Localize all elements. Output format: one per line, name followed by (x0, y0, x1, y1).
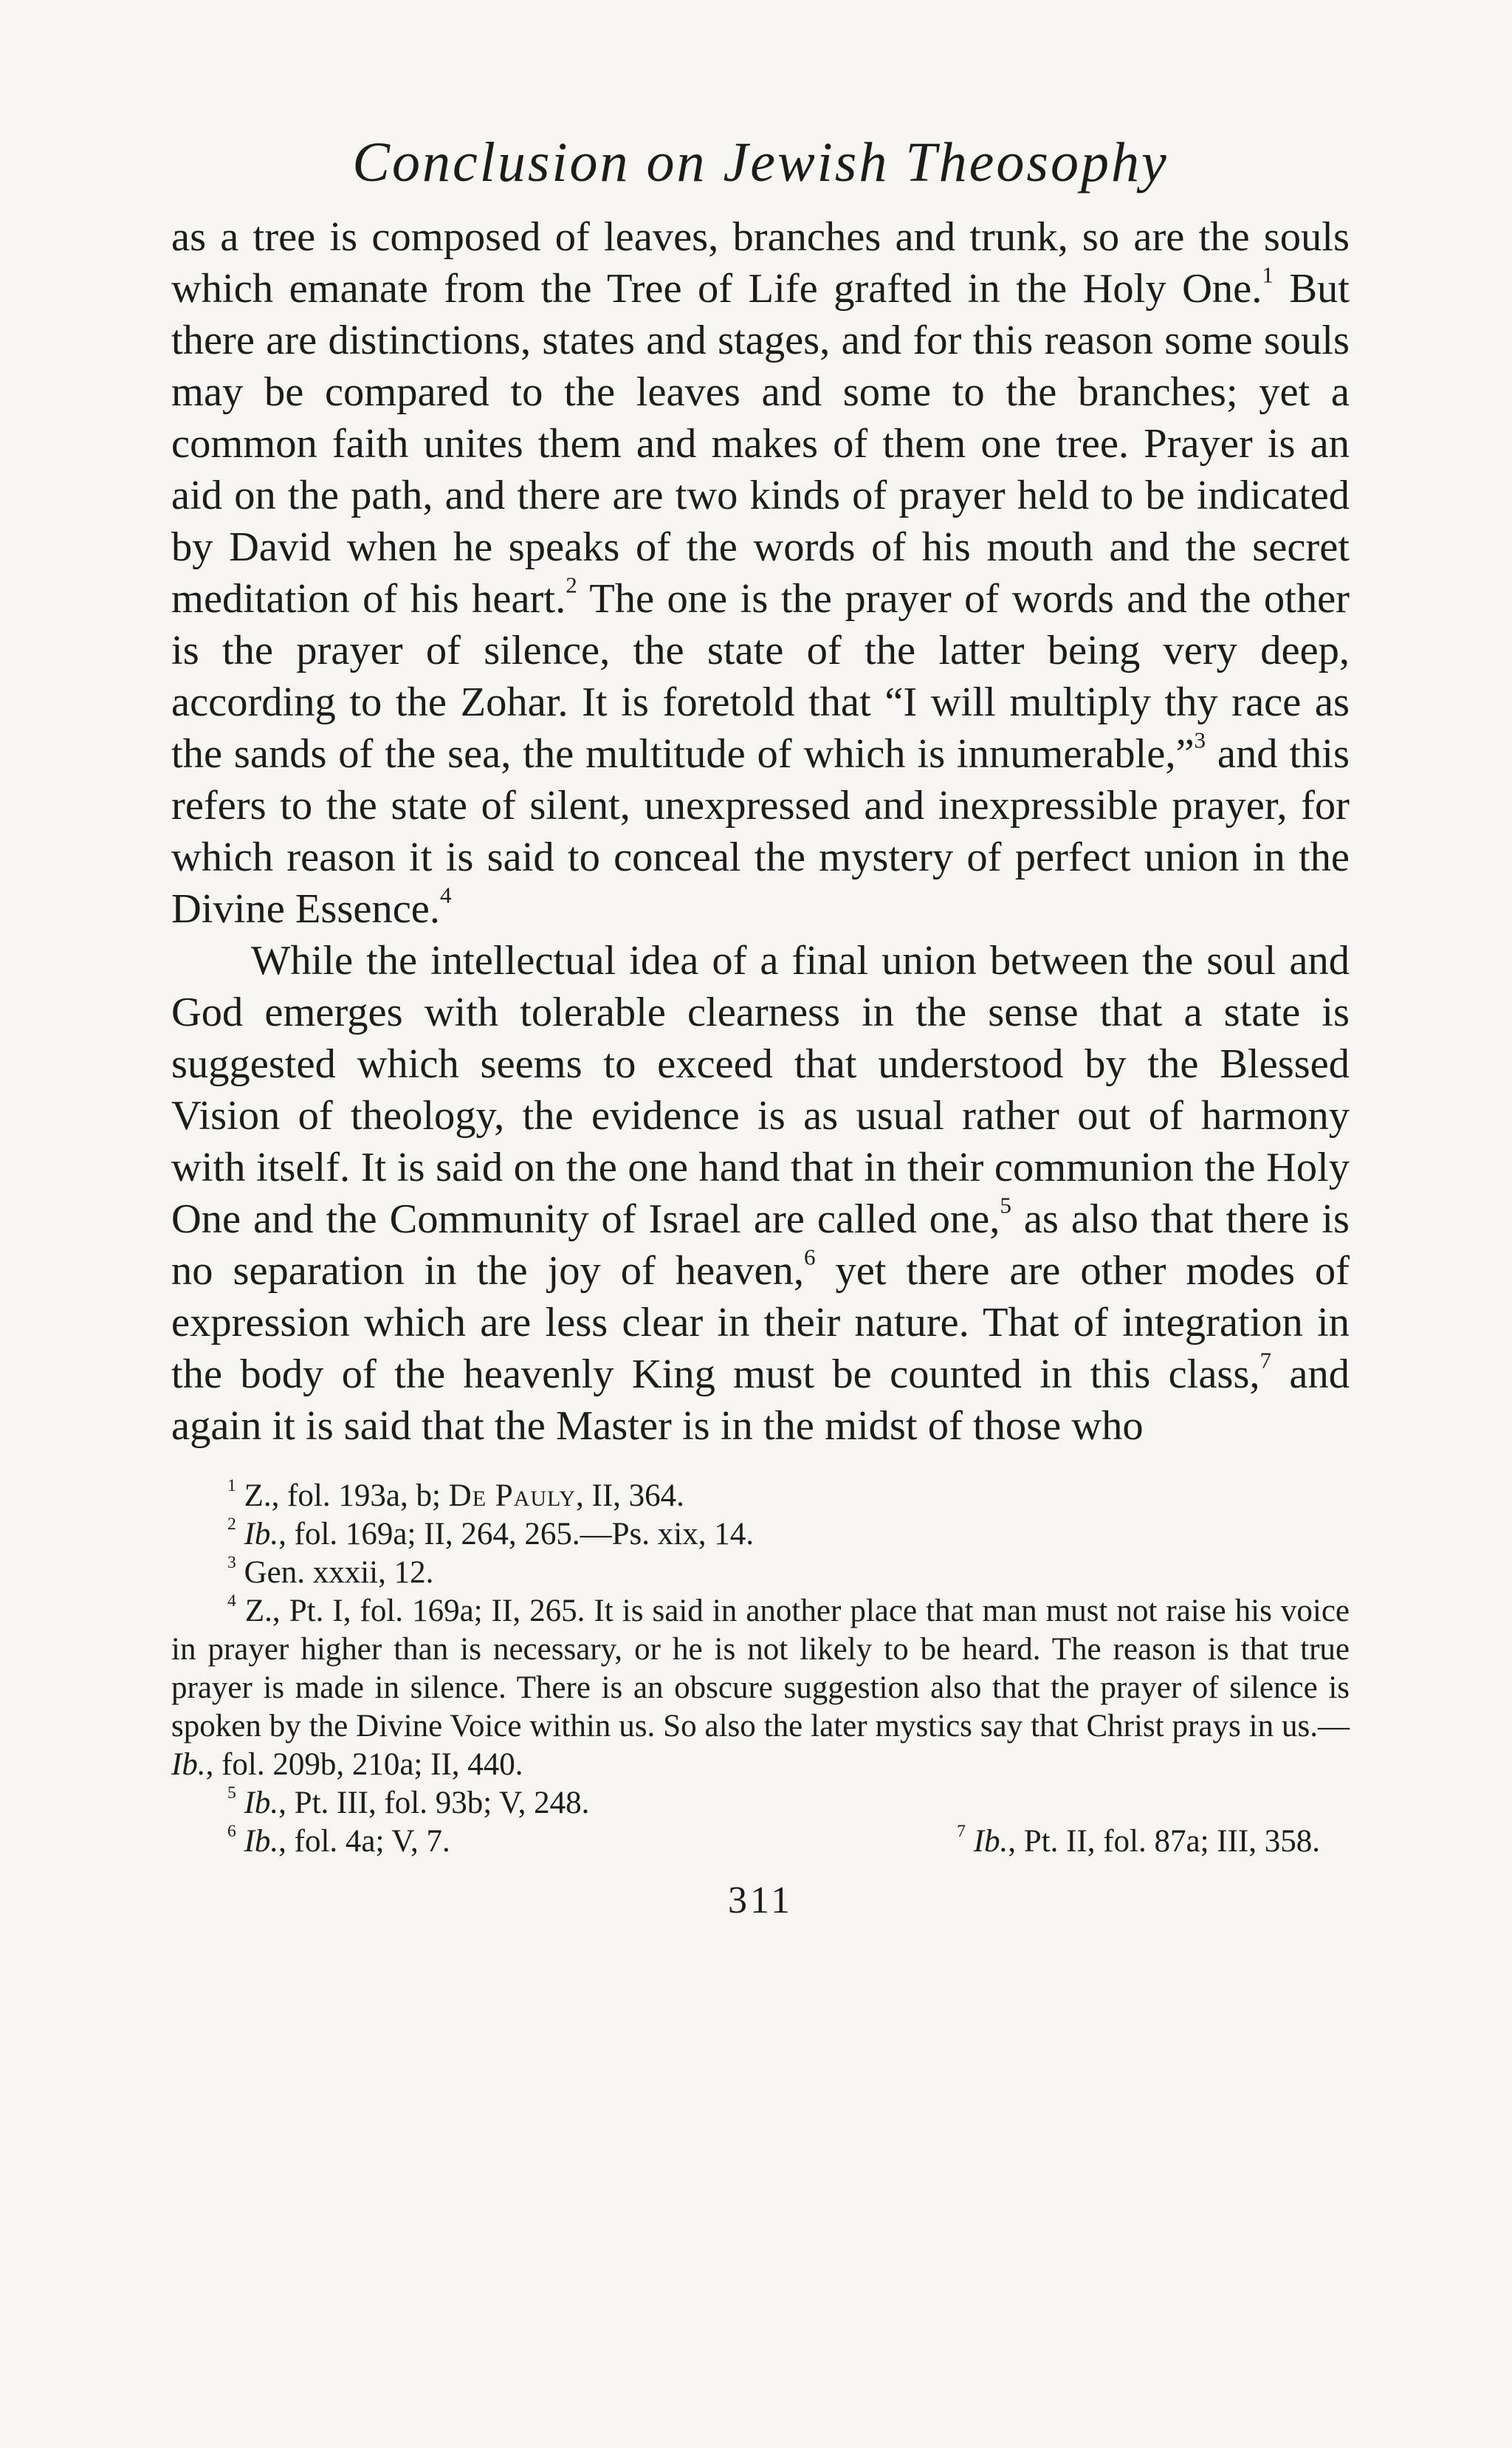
ibid: Ib. (973, 1824, 1008, 1859)
footnote-number: 3 (227, 1552, 236, 1572)
footnote (171, 1554, 1350, 1592)
footnote-row (171, 1823, 1350, 1861)
footnote-text: Z., Pt. I, fol. 169a; II, 265. It is said in another place that man must not raise his voice in prayer higher than is necessary, or he is not likely to be heard. The reason is that true prayer is made in silence. There is an obscure suggestion also that the prayer of silence is spoken by the Divine Voice within us. So also the later mystics say that Christ prays in us.— (171, 1594, 1350, 1744)
footnote (171, 1515, 1350, 1554)
text-run: as also that there is no separation in the joy of heaven, (171, 1196, 1350, 1294)
footnote (171, 1784, 1350, 1823)
author-name: De Pauly (448, 1478, 577, 1513)
ibid: Ib. (244, 1517, 279, 1552)
footnote (171, 1477, 1350, 1515)
footnote (171, 1592, 1350, 1784)
text-run: and this refers to the state of silent, unexpressed and inexpressible prayer, for which reason it is said to conceal the mystery of perfect union in the Divine Essence. (171, 731, 1350, 932)
footnote-ref[interactable]: 1 (1262, 261, 1274, 288)
footnote-ref[interactable]: 2 (566, 572, 577, 598)
text-run: But there are distinctions, states and stages, and for this reason some souls may be compared to the leaves and some to the branches; yet a common faith unites them and makes of them one tree. Prayer is an aid on the path, and there are two kinds of prayer held to be indicated by David when he speaks of the words of his mouth and the secret meditation of his heart. (171, 266, 1350, 622)
footnote-text: , fol. 209b, 210a; II, 440. (205, 1747, 523, 1782)
footnote-ref[interactable]: 6 (803, 1244, 816, 1270)
footnote-text: Gen. xxxii, 12. (244, 1555, 434, 1590)
footnote-text: , Pt. II, fol. 87a; III, 358. (1008, 1824, 1320, 1859)
body-text (171, 211, 1350, 1452)
footnote-text: , II, 364. (576, 1478, 684, 1513)
footnote-text: , fol. 169a; II, 264, 265.—Ps. xix, 14. (278, 1517, 754, 1552)
ibid: Ib. (244, 1786, 279, 1820)
text-run: yet there are other modes of expression which are less clear in their nature. That of integration in the body of the heavenly King must be counted in this class, (171, 1248, 1350, 1397)
text-run: The one is the prayer of words and the other is the prayer of silence, the state of the latter being very deep, according to the Zohar. It is foretold that “I will multiply thy race as the sands of the sea, the multitude of which is innumerable,” (171, 576, 1350, 777)
text-run: as a tree is composed of leaves, branches and trunk, so are the souls which emanate from the Tree of Life grafted in the Holy One. (171, 214, 1350, 312)
footnote-text: , fol. 4a; V, 7. (278, 1824, 450, 1859)
footnote-number: 6 (227, 1821, 236, 1841)
footnote-number: 7 (957, 1821, 966, 1841)
text-run: While the intellectual idea of a final union between the soul and God emerges with tolerable clearness in the sense that a state is suggested which seems to exceed that understood by the Blessed Vision of theology, the evidence is as usual rather out of harmony with itself. It is said on the one hand that in their communion the Holy One and the Community of Israel are called one, (171, 938, 1350, 1242)
footnote-text: , Pt. III, fol. 93b; V, 248. (278, 1786, 590, 1820)
footnote-number: 4 (227, 1591, 236, 1611)
footnote-number: 2 (227, 1514, 236, 1534)
page-number: 311 (727, 1879, 794, 1921)
footnote-ref[interactable]: 5 (1000, 1192, 1011, 1218)
footnote-ref[interactable]: 7 (1260, 1347, 1272, 1374)
footnote-number: 5 (227, 1783, 236, 1803)
footnote (227, 1823, 450, 1861)
footnote (957, 1823, 1320, 1861)
footnotes (171, 1477, 1350, 1861)
paragraph (171, 935, 1350, 1452)
text-run: and again it is said that the Master is in the midst of those who (171, 1351, 1350, 1449)
paragraph (171, 211, 1350, 935)
book-page (171, 126, 1350, 1922)
footnote-number: 1 (227, 1475, 236, 1495)
ibid: Ib. (171, 1747, 206, 1782)
footnote-ref[interactable]: 3 (1194, 727, 1206, 753)
ibid: Ib. (244, 1824, 279, 1859)
footnote-text: Z., fol. 193a, b; (244, 1478, 449, 1513)
footnote-ref[interactable]: 4 (440, 882, 452, 908)
running-title: Conclusion on Jewish Theosophy (352, 131, 1169, 193)
